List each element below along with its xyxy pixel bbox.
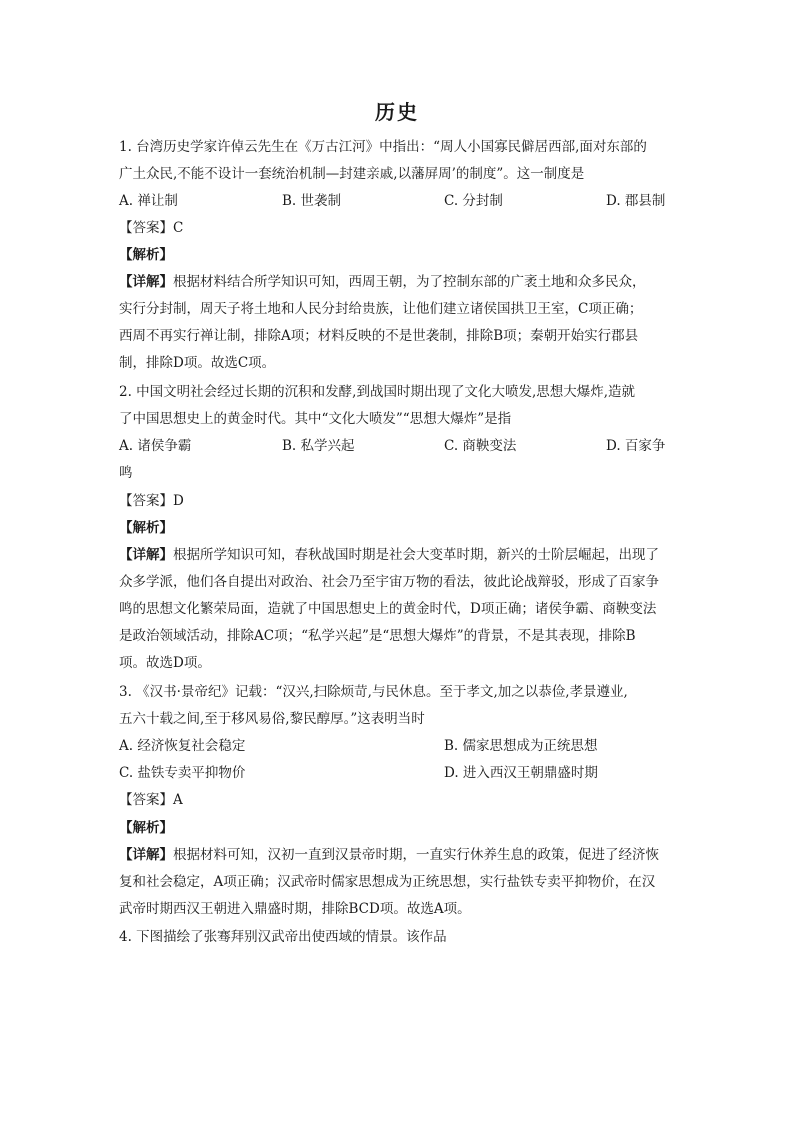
page-title: 历史 <box>375 100 419 124</box>
q3-answer: 【答案】A <box>119 792 183 808</box>
q2-detail-line-3: 鸣的思想文化繁荣局面，造就了中国思想史上的黄金时代，D项正确；诸侯争霸、商鞅变法 <box>119 601 657 617</box>
q1-detail-line-2: 实行分封制，周天子将土地和人民分封给贵族，让他们建立诸侯国拱卫王室，C项正确； <box>119 301 643 317</box>
q2-detail-line-1 <box>119 546 679 564</box>
q3-detail-text-1: 根据材料可知，汉初一直到汉景帝时期，一直实行休养生息的政策，促进了经济恢 <box>173 847 659 863</box>
q2-detail-label: 【详解】 <box>119 547 173 563</box>
q2-detail-text-1: 根据所学知识可知，春秋战国时期是社会大变革时期，新兴的士阶层崛起，出现了 <box>173 547 659 563</box>
q2-detail-line-2: 众多学派，他们各自提出对政治、社会乃至宇宙万物的看法，彼此论战辩驳，形成了百家争 <box>119 574 659 590</box>
q3-detail-label: 【详解】 <box>119 847 173 863</box>
q2-stem-line-2: 了中国思想史上的黄金时代。其中“文化大喷发”“思想大爆炸”是指 <box>119 411 512 427</box>
q3-stem-line-1: 3. 《汉书·景帝纪》记载：“汉兴,扫除烦苛,与民休息。至于孝文,加之以恭俭,孝景遵业, <box>119 684 628 700</box>
q2-answer: 【答案】D <box>119 493 184 509</box>
q2-stem-line-1: 2. 中国文明社会经过长期的沉积和发酵,到战国时期出现了文化大喷发,思想大爆炸,造就 <box>119 384 636 400</box>
q3-detail-line-3: 武帝时期西汉王朝进入鼎盛时期，排除BCD项。故选A项。 <box>119 901 471 917</box>
q1-detail-line-3: 西周不再实行禅让制，排除A项；材料反映的不是世袭制，排除B项；秦朝开始实行郡县 <box>119 328 639 344</box>
q2-detail-line-4: 是政治领域活动，排除AC项；“私学兴起”是“思想大爆炸”的背景，不是其表现，排除B <box>119 628 636 644</box>
q1-stem-line-2: 广土众民,不能不设计一套统治机制—封建亲戚,以藩屏周’的制度”。这一制度是 <box>119 166 585 182</box>
q2-option-d-wrap: 鸣 <box>119 465 133 481</box>
q1-detail-line-1 <box>119 273 679 291</box>
q3-stem-line-2: 五六十载之间,至于移风易俗,黎民醇厚。”这表明当时 <box>119 711 425 727</box>
q1-option-a: A. 禅让制 <box>119 193 178 209</box>
q3-detail-line-1 <box>119 846 679 864</box>
q1-stem-line-1: 1. 台湾历史学家许倬云先生在《万古江河》中指出：“周人小国寡民僻居西部,面对东部的 <box>119 139 647 155</box>
q1-detail-text-1: 根据材料结合所学知识可知，西周王朝，为了控制东部的广袤土地和众多民众， <box>173 274 646 290</box>
q1-detail-label: 【详解】 <box>119 274 173 290</box>
q1-answer: 【答案】C <box>119 220 184 236</box>
q3-option-b: B. 儒家思想成为正统思想 <box>444 738 598 754</box>
q2-detail-line-5: 项。故选D项。 <box>119 655 211 671</box>
q1-analysis-label: 【解析】 <box>119 247 173 263</box>
q1-option-c: C. 分封制 <box>444 193 503 209</box>
q2-option-b: B. 私学兴起 <box>282 438 355 454</box>
q3-option-c: C. 盐铁专卖平抑物价 <box>119 765 246 781</box>
q3-analysis-label: 【解析】 <box>119 820 173 836</box>
q3-detail-line-2: 复和社会稳定，A项正确；汉武帝时儒家思想成为正统思想，实行盐铁专卖平抑物价，在汉 <box>119 874 656 890</box>
q3-option-a: A. 经济恢复社会稳定 <box>119 738 246 754</box>
q2-option-a: A. 诸侯争霸 <box>119 438 192 454</box>
q2-option-c: C. 商鞅变法 <box>444 438 517 454</box>
q1-option-d: D. 郡县制 <box>606 193 666 209</box>
q3-option-d: D. 进入西汉王朝鼎盛时期 <box>444 765 598 781</box>
q2-analysis-label: 【解析】 <box>119 520 173 536</box>
q2-option-d: D. 百家争 <box>606 438 666 454</box>
q1-detail-line-4: 制，排除D项。故选C项。 <box>119 355 276 371</box>
q4-stem-line-1: 4. 下图描绘了张骞拜别汉武帝出使西域的情景。该作品 <box>119 929 447 945</box>
q1-option-b: B. 世袭制 <box>282 193 342 209</box>
